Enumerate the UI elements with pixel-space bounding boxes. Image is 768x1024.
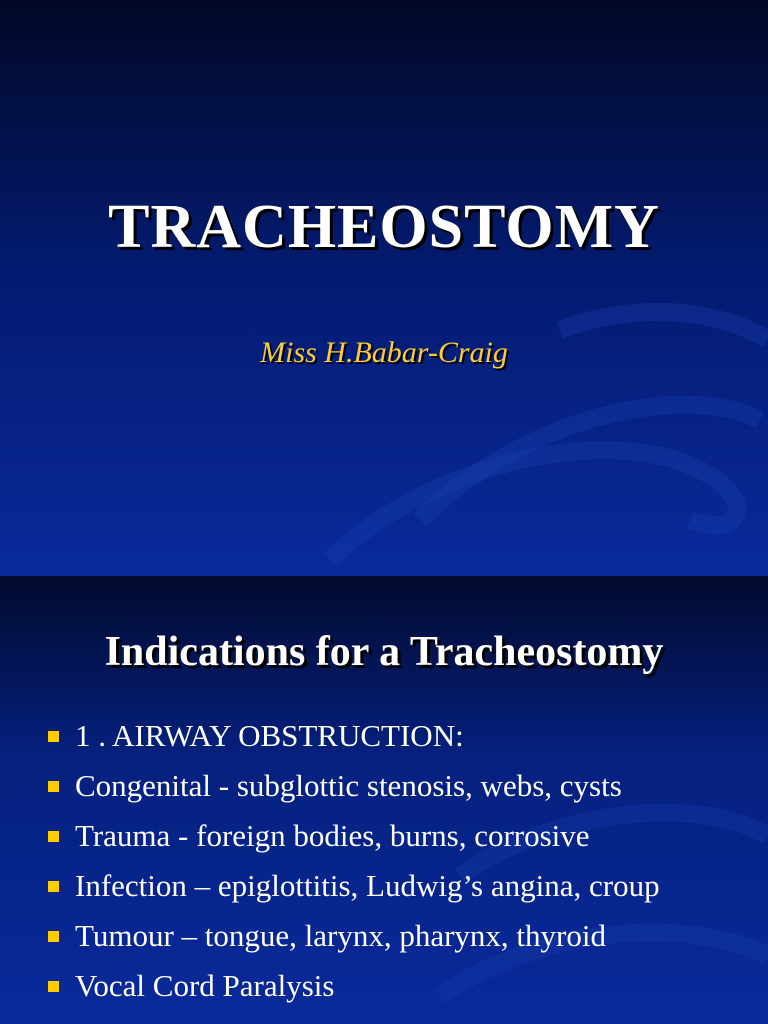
bullet-list: [46, 716, 746, 1016]
bullet-item: [46, 916, 746, 956]
presentation-title: TRACHEOSTOMY: [108, 193, 660, 261]
square-bullet-icon: [48, 881, 59, 892]
bullet-text: Vocal Cord Paralysis: [75, 968, 335, 1003]
slide-indications: [0, 576, 768, 1024]
bullet-text: 1 . AIRWAY OBSTRUCTION:: [75, 718, 464, 753]
bullet-item: [46, 716, 746, 756]
bullet-item: [46, 966, 746, 1006]
bullet-item: [46, 866, 746, 906]
bullet-text: Tumour – tongue, larynx, pharynx, thyroid: [75, 918, 606, 953]
bullet-text: Congenital - subglottic stenosis, webs, cysts: [75, 768, 622, 803]
square-bullet-icon: [48, 981, 59, 992]
bullet-text: Trauma - foreign bodies, burns, corrosive: [75, 818, 590, 853]
bullet-item: [46, 816, 746, 856]
bullet-text: Infection – epiglottitis, Ludwig’s angina, croup: [75, 868, 660, 903]
square-bullet-icon: [48, 781, 59, 792]
square-bullet-icon: [48, 931, 59, 942]
square-bullet-icon: [48, 831, 59, 842]
author-name: Miss H.Babar-Craig: [260, 336, 508, 369]
slide-heading: Indications for a Tracheostomy: [104, 629, 664, 675]
bullet-item: [46, 766, 746, 806]
square-bullet-icon: [48, 731, 59, 742]
